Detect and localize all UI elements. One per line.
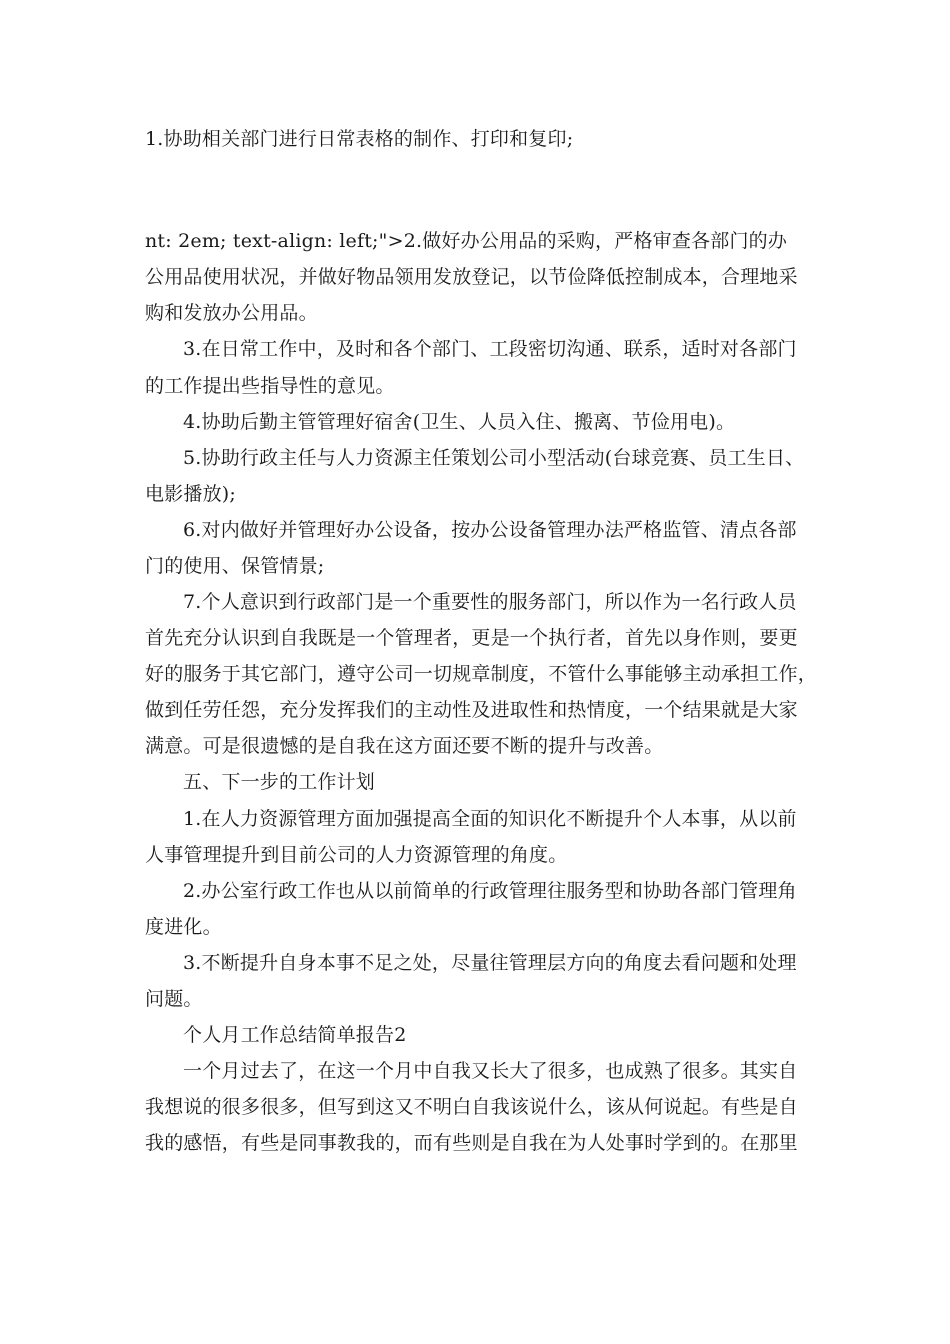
paragraph-line: 门的使用、保管情景; [145, 555, 325, 577]
paragraph-line: 度进化。 [145, 916, 222, 938]
paragraph-line: 人事管理提升到目前公司的人力资源管理的角度。 [145, 844, 568, 866]
paragraph-line: 好的服务于其它部门，遵守公司一切规章制度，不管什么事能够主动承担工作， [145, 663, 818, 685]
paragraph-line: 一个月过去了，在这一个月中自我又长大了很多，也成熟了很多。其实自 [183, 1060, 798, 1082]
paragraph-line: 我想说的很多很多，但写到这又不明白自我该说什么，该从何说起。有些是自 [145, 1096, 798, 1118]
paragraph-line: 2.办公室行政工作也从以前简单的行政管理往服务型和协助各部门管理角 [183, 880, 797, 902]
paragraph-line: 1.在人力资源管理方面加强提高全面的知识化不断提升个人本事，从以前 [183, 808, 797, 830]
paragraph-line: 公用品使用状况，并做好物品领用发放登记，以节俭降低控制成本，合理地采 [145, 266, 798, 288]
paragraph-line: 我的感悟，有些是同事教我的，而有些则是自我在为人处事时学到的。在那里 [145, 1132, 798, 1154]
paragraph-line: 电影播放); [145, 483, 237, 505]
paragraph-line: 3.在日常工作中，及时和各个部门、工段密切沟通、联系，适时对各部门 [183, 338, 797, 360]
section-heading: 五、下一步的工作计划 [183, 771, 376, 793]
paragraph-line: 6.对内做好并管理好办公设备，按办公设备管理办法严格监管、清点各部 [183, 519, 797, 541]
paragraph-line: 3.不断提升自身本事不足之处，尽量往管理层方向的角度去看问题和处理 [183, 952, 797, 974]
paragraph-line: nt: 2em; text-align: left;">2.做好办公用品的采购，严格审查各部门的办 [145, 230, 788, 252]
paragraph-line: 问题。 [145, 988, 203, 1010]
paragraph-line: 购和发放办公用品。 [145, 302, 318, 324]
paragraph-line: 的工作提出些指导性的意见。 [145, 375, 395, 397]
paragraph-line: 7.个人意识到行政部门是一个重要性的服务部门，所以作为一名行政人员 [183, 591, 797, 613]
paragraph-line: 4.协助后勤主管管理好宿舍(卫生、人员入住、搬离、节俭用电)。 [183, 411, 736, 433]
paragraph-line: 满意。可是很遗憾的是自我在这方面还要不断的提升与改善。 [145, 735, 664, 757]
paragraph-line: 做到任劳任怨，充分发挥我们的主动性及进取性和热情度，一个结果就是大家 [145, 699, 798, 721]
paragraph-line: 首先充分认识到自我既是一个管理者，更是一个执行者，首先以身作则，要更 [145, 627, 798, 649]
paragraph-line: 5.协助行政主任与人力资源主任策划公司小型活动(台球竞赛、员工生日、 [183, 447, 805, 469]
report-title: 个人月工作总结简单报告2 [183, 1024, 407, 1046]
paragraph-line: 1.协助相关部门进行日常表格的制作、打印和复印; [145, 128, 574, 150]
